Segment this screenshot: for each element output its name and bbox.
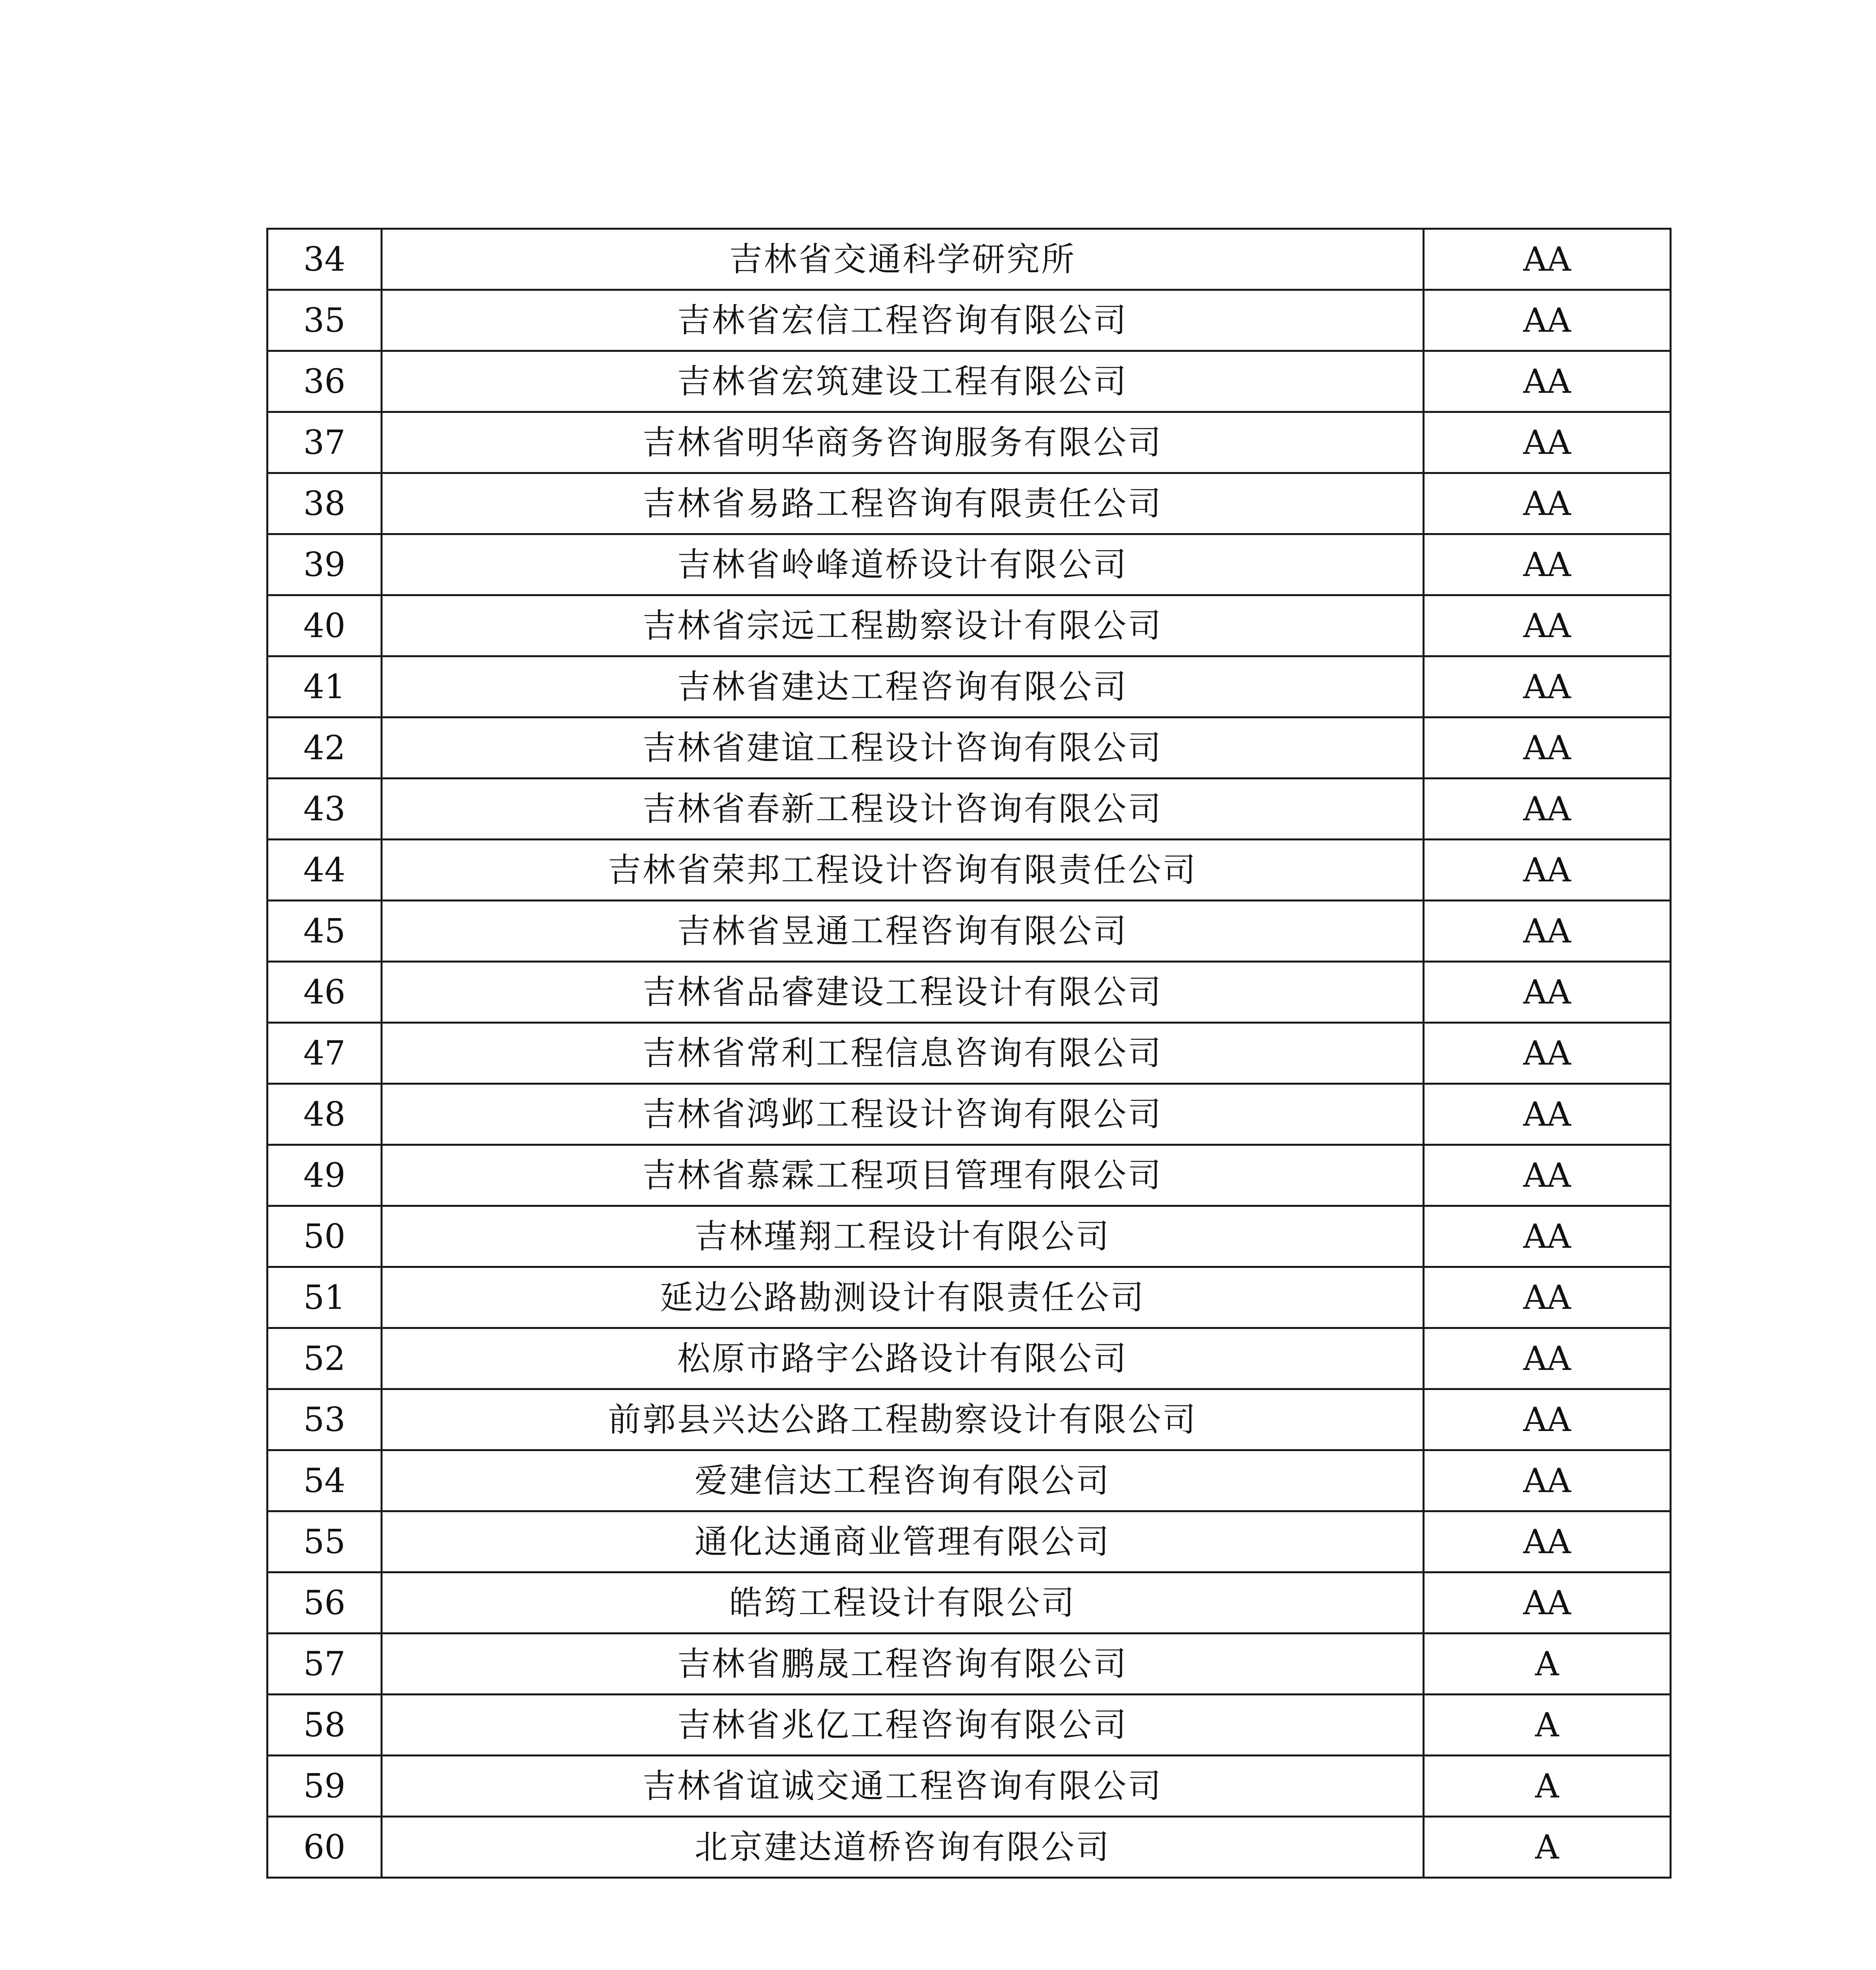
table-row [267,1023,1671,1084]
row-number-cell: 50 [267,1206,382,1267]
row-number-cell: 53 [267,1389,382,1450]
credit-grade-cell: AA [1424,473,1671,534]
company-name-cell: 吉林省慕霖工程项目管理有限公司 [382,1145,1424,1206]
credit-grade-cell: A [1424,1756,1671,1817]
credit-grade-cell: AA [1424,717,1671,779]
credit-grade-cell: AA [1424,412,1671,473]
company-name-cell: 爱建信达工程咨询有限公司 [382,1450,1424,1511]
credit-grade-cell: AA [1424,840,1671,901]
row-number-cell: 55 [267,1511,382,1572]
row-number-cell: 51 [267,1267,382,1328]
table-row [267,595,1671,656]
company-name-cell: 吉林瑾翔工程设计有限公司 [382,1206,1424,1267]
credit-grade-cell: AA [1424,351,1671,412]
row-number-cell: 35 [267,290,382,351]
credit-grade-cell: AA [1424,290,1671,351]
company-name-cell: 吉林省常利工程信息咨询有限公司 [382,1023,1424,1084]
table-row [267,717,1671,779]
row-number-cell: 57 [267,1634,382,1695]
row-number-cell: 48 [267,1084,382,1145]
company-name-cell: 吉林省明华商务咨询服务有限公司 [382,412,1424,473]
credit-grade-cell: AA [1424,1145,1671,1206]
table-row [267,1817,1671,1878]
company-name-cell: 吉林省春新工程设计咨询有限公司 [382,779,1424,840]
credit-grade-cell: A [1424,1695,1671,1756]
row-number-cell: 43 [267,779,382,840]
table-row [267,1267,1671,1328]
table-row [267,779,1671,840]
company-name-cell: 吉林省宏筑建设工程有限公司 [382,351,1424,412]
table-row [267,229,1671,290]
table-row [267,1084,1671,1145]
credit-grade-cell: AA [1424,1511,1671,1572]
row-number-cell: 39 [267,534,382,595]
credit-grade-cell: AA [1424,534,1671,595]
row-number-cell: 34 [267,229,382,290]
table-row [267,1328,1671,1389]
company-name-cell: 吉林省昱通工程咨询有限公司 [382,901,1424,962]
table-row [267,1389,1671,1450]
table-row [267,1756,1671,1817]
table-row [267,1145,1671,1206]
table-row [267,1634,1671,1695]
row-number-cell: 58 [267,1695,382,1756]
credit-grade-cell: A [1424,1634,1671,1695]
company-name-cell: 吉林省鸿邺工程设计咨询有限公司 [382,1084,1424,1145]
credit-rating-table [266,228,1672,1879]
credit-grade-cell: AA [1424,595,1671,656]
company-name-cell: 前郭县兴达公路工程勘察设计有限公司 [382,1389,1424,1450]
credit-grade-cell: AA [1424,1572,1671,1634]
credit-grade-cell: AA [1424,1206,1671,1267]
credit-grade-cell: AA [1424,1328,1671,1389]
row-number-cell: 45 [267,901,382,962]
table-body [267,229,1671,1878]
company-name-cell: 吉林省易路工程咨询有限责任公司 [382,473,1424,534]
table-row [267,351,1671,412]
credit-grade-cell: AA [1424,1267,1671,1328]
credit-grade-cell: AA [1424,1389,1671,1450]
table-row [267,290,1671,351]
row-number-cell: 42 [267,717,382,779]
company-name-cell: 吉林省鹏晟工程咨询有限公司 [382,1634,1424,1695]
row-number-cell: 56 [267,1572,382,1634]
credit-grade-cell: AA [1424,1084,1671,1145]
company-name-cell: 吉林省宗远工程勘察设计有限公司 [382,595,1424,656]
company-name-cell: 北京建达道桥咨询有限公司 [382,1817,1424,1878]
company-name-cell: 吉林省品睿建设工程设计有限公司 [382,962,1424,1023]
company-name-cell: 通化达通商业管理有限公司 [382,1511,1424,1572]
company-name-cell: 吉林省宏信工程咨询有限公司 [382,290,1424,351]
row-number-cell: 46 [267,962,382,1023]
table-row [267,840,1671,901]
credit-grade-cell: AA [1424,1450,1671,1511]
row-number-cell: 49 [267,1145,382,1206]
company-name-cell: 吉林省交通科学研究所 [382,229,1424,290]
credit-grade-cell: AA [1424,779,1671,840]
company-name-cell: 吉林省谊诚交通工程咨询有限公司 [382,1756,1424,1817]
table-row [267,534,1671,595]
credit-grade-cell: AA [1424,962,1671,1023]
table-row [267,1695,1671,1756]
table-row [267,962,1671,1023]
company-name-cell: 延边公路勘测设计有限责任公司 [382,1267,1424,1328]
table-row [267,412,1671,473]
row-number-cell: 38 [267,473,382,534]
table-row [267,1572,1671,1634]
credit-grade-cell: AA [1424,1023,1671,1084]
row-number-cell: 52 [267,1328,382,1389]
row-number-cell: 47 [267,1023,382,1084]
row-number-cell: 36 [267,351,382,412]
company-name-cell: 皓筠工程设计有限公司 [382,1572,1424,1634]
table-row [267,901,1671,962]
credit-grade-cell: AA [1424,229,1671,290]
company-name-cell: 松原市路宇公路设计有限公司 [382,1328,1424,1389]
credit-grade-cell: A [1424,1817,1671,1878]
company-name-cell: 吉林省荣邦工程设计咨询有限责任公司 [382,840,1424,901]
row-number-cell: 44 [267,840,382,901]
credit-grade-cell: AA [1424,656,1671,717]
row-number-cell: 59 [267,1756,382,1817]
table-row [267,1206,1671,1267]
table-row [267,1450,1671,1511]
row-number-cell: 60 [267,1817,382,1878]
table-row [267,473,1671,534]
table-row [267,656,1671,717]
row-number-cell: 41 [267,656,382,717]
company-name-cell: 吉林省建达工程咨询有限公司 [382,656,1424,717]
credit-grade-cell: AA [1424,901,1671,962]
row-number-cell: 54 [267,1450,382,1511]
company-name-cell: 吉林省兆亿工程咨询有限公司 [382,1695,1424,1756]
company-name-cell: 吉林省岭峰道桥设计有限公司 [382,534,1424,595]
row-number-cell: 40 [267,595,382,656]
company-name-cell: 吉林省建谊工程设计咨询有限公司 [382,717,1424,779]
row-number-cell: 37 [267,412,382,473]
table-row [267,1511,1671,1572]
